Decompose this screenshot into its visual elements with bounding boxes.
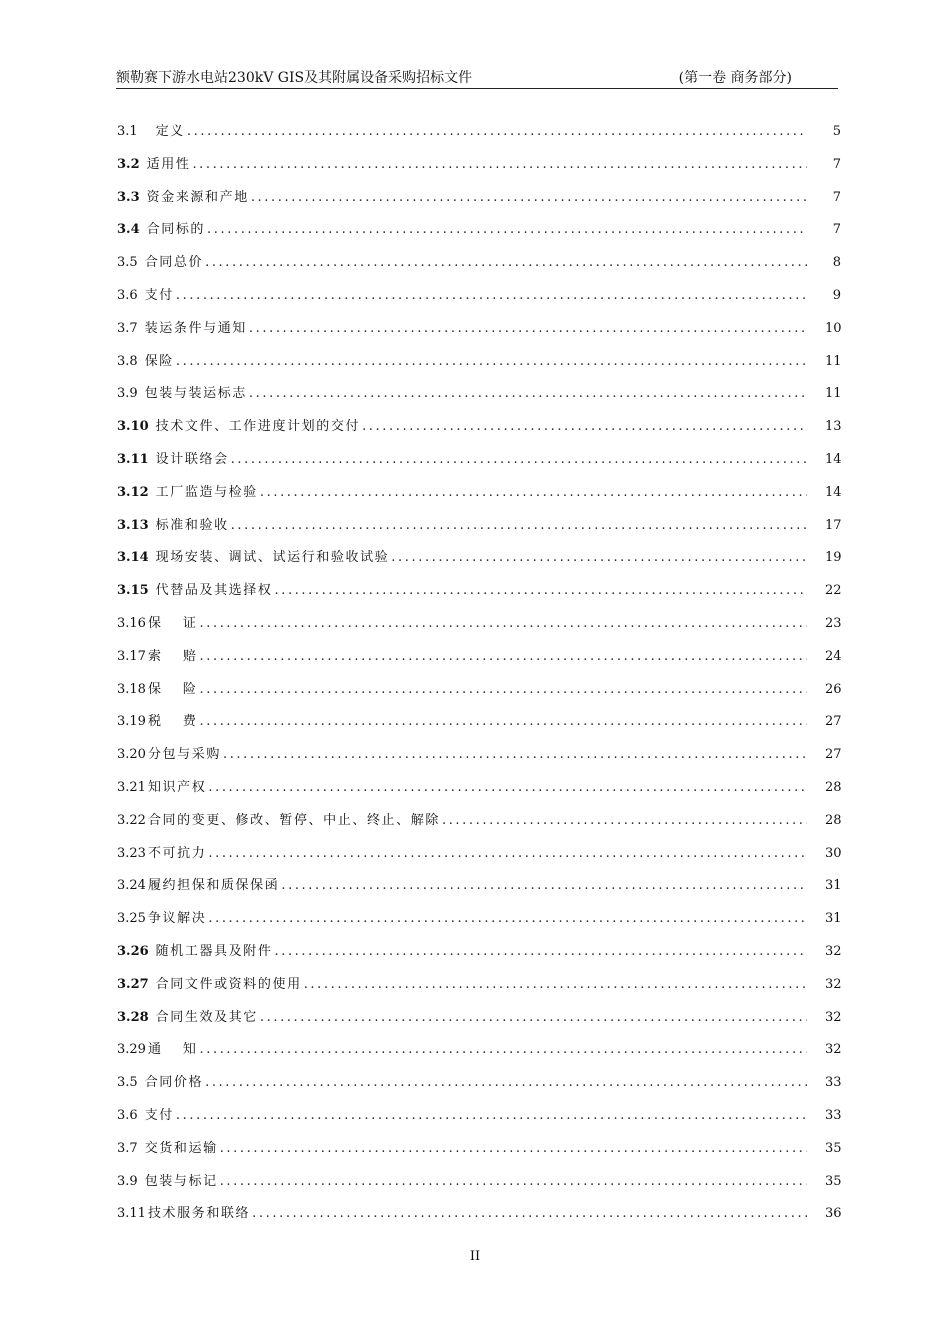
toc-dot-leader	[207, 222, 807, 237]
toc-entry[interactable]	[117, 448, 841, 481]
toc-entry[interactable]	[117, 710, 841, 743]
toc-entry-title: 分包与采购	[147, 747, 221, 763]
toc-entry-title: 工厂监造与检验	[155, 484, 258, 500]
toc-entry-page: 23	[825, 615, 842, 631]
toc-entry-page: 9	[832, 287, 841, 303]
toc-entry-number: 3.10	[117, 419, 149, 435]
toc-entry-page: 27	[825, 714, 842, 730]
toc-dot-leader	[231, 518, 807, 533]
toc-entry-title: 不可抗力	[147, 845, 207, 861]
toc-entry-title: 合同标的	[146, 222, 206, 238]
toc-dot-leader	[176, 1108, 807, 1123]
toc-entry-page: 28	[825, 779, 842, 795]
toc-entry-title: 标准和验收	[155, 517, 229, 533]
toc-dot-leader	[252, 1206, 807, 1221]
toc-entry[interactable]	[117, 579, 841, 612]
toc-entry-number: 3.18	[117, 681, 146, 697]
toc-entry-title: 现场安装、调试、试运行和验收试验	[155, 550, 390, 566]
toc-entry-title: 合同生效及其它	[155, 1009, 258, 1025]
toc-entry-page: 33	[825, 1075, 842, 1091]
toc-entry-page: 14	[825, 484, 842, 500]
toc-entry-title: 税 费	[147, 714, 198, 730]
toc-dot-leader	[249, 321, 807, 336]
toc-entry[interactable]	[117, 186, 841, 219]
toc-entry[interactable]	[117, 776, 841, 809]
toc-entry-title: 合同总价	[144, 255, 204, 271]
page-header	[116, 66, 838, 89]
toc-entry[interactable]	[117, 743, 841, 776]
toc-entry-title: 技术服务和联络	[147, 1206, 251, 1222]
toc-entry-title: 定义	[155, 124, 185, 139]
toc-dot-leader	[200, 714, 808, 729]
toc-entry[interactable]	[117, 218, 841, 251]
toc-entry-number: 3.26	[117, 943, 149, 959]
toc-entry-page: 7	[832, 189, 841, 205]
toc-entry-title: 装运条件与通知	[144, 320, 247, 336]
toc-dot-leader	[192, 157, 807, 172]
toc-entry-number: 3.7	[117, 320, 138, 336]
toc-entry-number: 3.12	[117, 484, 149, 500]
header-volume-label: (第一卷 商务部分)	[678, 70, 792, 86]
toc-entry-title: 包装与标记	[144, 1173, 218, 1189]
toc-entry-title: 通 知	[147, 1042, 198, 1058]
toc-entry[interactable]	[117, 612, 841, 645]
toc-dot-leader	[249, 386, 807, 401]
toc-entry[interactable]	[117, 514, 841, 547]
toc-entry-number: 3.27	[117, 976, 149, 992]
toc-dot-leader	[208, 780, 807, 795]
toc-entry-number: 3.6	[117, 287, 138, 303]
toc-entry-page: 28	[825, 812, 842, 828]
toc-entry[interactable]	[117, 1137, 841, 1170]
toc-entry-page: 8	[832, 255, 841, 271]
toc-entry-page: 36	[825, 1206, 842, 1222]
toc-entry-number: 3.4	[117, 222, 140, 238]
toc-dot-leader	[200, 649, 808, 664]
toc-entry-page: 14	[825, 451, 842, 467]
toc-entry-page: 17	[825, 517, 842, 533]
toc-entry-title: 代替品及其选择权	[155, 583, 273, 599]
toc-dot-leader	[223, 747, 807, 762]
toc-entry[interactable]	[117, 317, 841, 350]
toc-entry-number: 3.15	[117, 583, 149, 599]
toc-entry[interactable]	[117, 940, 841, 973]
toc-entry-title: 保 险	[147, 681, 198, 697]
toc-entry-page: 11	[825, 353, 842, 369]
toc-entry[interactable]	[117, 284, 841, 317]
toc-entry-page: 26	[825, 681, 842, 697]
toc-entry-title: 合同文件或资料的使用	[155, 976, 302, 992]
toc-entry[interactable]	[117, 1071, 841, 1104]
toc-entry[interactable]	[117, 1006, 841, 1039]
toc-entry-page: 35	[825, 1173, 842, 1189]
toc-entry-number: 3.23	[117, 845, 146, 861]
toc-entry-page: 35	[825, 1140, 842, 1156]
toc-entry-number: 3.3	[117, 189, 140, 205]
toc-entry[interactable]	[117, 645, 841, 678]
toc-entry-title: 保 证	[147, 615, 198, 631]
toc-entry-number: 3.11	[117, 1206, 146, 1222]
toc-entry-title: 索 赔	[147, 648, 198, 664]
toc-dot-leader	[274, 944, 807, 959]
toc-entry-number: 3.16	[117, 615, 146, 631]
toc-entry-page: 32	[825, 1009, 842, 1025]
toc-dot-leader	[231, 452, 807, 467]
toc-entry-number: 3.9	[117, 386, 138, 402]
toc-entry-number: 3.21	[117, 779, 146, 795]
toc-entry-number: 3.14	[117, 550, 149, 566]
toc-entry-number: 3.5	[117, 255, 138, 271]
toc-dot-leader	[274, 583, 807, 598]
toc-entry-page: 24	[825, 648, 842, 664]
toc-dot-leader	[208, 911, 807, 926]
toc-entry-page: 31	[825, 878, 842, 894]
toc-entry-title: 支付	[144, 287, 174, 303]
toc-dot-leader	[205, 255, 807, 270]
toc-entry[interactable]	[117, 120, 841, 153]
toc-entry-number: 3.24	[117, 878, 146, 894]
toc-entry-title: 合同的变更、修改、暂停、中止、终止、解除	[147, 812, 440, 828]
toc-dot-leader	[260, 485, 807, 500]
toc-dot-leader	[200, 1042, 808, 1057]
header-document-title: 额勒赛下游水电站230kV GIS及其附属设备采购招标文件	[116, 70, 473, 86]
toc-entry-title: 包装与装运标志	[144, 386, 247, 402]
toc-entry-title: 随机工器具及附件	[155, 943, 273, 959]
toc-entry-title: 技术文件、工作进度计划的交付	[155, 419, 361, 435]
toc-entry-page: 27	[825, 747, 842, 763]
toc-entry-title: 合同价格	[144, 1075, 204, 1091]
toc-entry-number: 3.1	[117, 124, 138, 139]
toc-entry[interactable]	[117, 1038, 841, 1071]
toc-entry[interactable]	[117, 251, 841, 284]
toc-entry[interactable]	[117, 481, 841, 514]
toc-entry[interactable]	[117, 382, 841, 415]
toc-entry-page: 33	[825, 1107, 842, 1123]
toc-dot-leader	[187, 124, 807, 139]
toc-entry-number: 3.2	[117, 156, 140, 172]
toc-entry-number: 3.28	[117, 1009, 149, 1025]
toc-entry-page: 32	[825, 943, 842, 959]
toc-entry-number: 3.7	[117, 1140, 138, 1156]
toc-dot-leader	[362, 419, 807, 434]
toc-entry-page: 32	[825, 976, 842, 992]
toc-entry[interactable]	[117, 809, 841, 842]
toc-entry-page: 31	[825, 911, 842, 927]
toc-entry-number: 3.19	[117, 714, 146, 730]
toc-dot-leader	[200, 616, 808, 631]
toc-entry[interactable]	[117, 153, 841, 186]
toc-entry[interactable]	[117, 1104, 841, 1137]
toc-entry-number: 3.17	[117, 648, 146, 664]
toc-entry[interactable]	[117, 973, 841, 1006]
toc-entry-title: 履约担保和质保保函	[147, 878, 280, 894]
toc-entry-number: 3.5	[117, 1075, 138, 1091]
toc-entry-number: 3.20	[117, 747, 146, 763]
toc-dot-leader	[281, 878, 807, 893]
toc-entry[interactable]	[117, 1202, 841, 1235]
toc-entry-title: 适用性	[146, 156, 191, 172]
toc-entry[interactable]	[117, 874, 841, 907]
toc-entry[interactable]	[117, 415, 841, 448]
toc-entry-title: 知识产权	[147, 779, 207, 795]
toc-entry-number: 3.9	[117, 1173, 138, 1189]
toc-entry-page: 7	[832, 156, 841, 172]
toc-entry[interactable]	[117, 842, 841, 875]
toc-entry-page: 5	[832, 124, 841, 139]
toc-dot-leader	[442, 813, 807, 828]
toc-entry-page: 7	[832, 222, 841, 238]
toc-entry-page: 10	[825, 320, 842, 336]
toc-entry-page: 30	[825, 845, 842, 861]
toc-entry-title: 资金来源和产地	[146, 189, 249, 205]
table-of-contents	[117, 120, 841, 1235]
toc-entry[interactable]	[117, 546, 841, 579]
toc-dot-leader	[260, 1010, 807, 1025]
toc-dot-leader	[220, 1174, 807, 1189]
toc-dot-leader	[391, 550, 807, 565]
toc-entry-number: 3.13	[117, 517, 149, 533]
toc-entry-page: 32	[825, 1042, 842, 1058]
toc-entry-title: 支付	[144, 1107, 174, 1123]
toc-dot-leader	[220, 1141, 807, 1156]
toc-dot-leader	[208, 846, 807, 861]
toc-entry-number: 3.6	[117, 1107, 138, 1123]
toc-dot-leader	[176, 288, 807, 303]
toc-dot-leader	[251, 190, 807, 205]
toc-entry-title: 交货和运输	[144, 1140, 218, 1156]
toc-entry-page: 11	[825, 386, 842, 402]
toc-dot-leader	[176, 354, 807, 369]
toc-entry-title: 设计联络会	[155, 451, 229, 467]
toc-entry[interactable]	[117, 907, 841, 940]
toc-entry-title: 争议解决	[147, 911, 207, 927]
toc-entry-page: 19	[825, 550, 842, 566]
toc-entry-number: 3.29	[117, 1042, 146, 1058]
toc-dot-leader	[304, 977, 807, 992]
toc-entry-number: 3.25	[117, 911, 146, 927]
toc-dot-leader	[205, 1075, 807, 1090]
toc-entry[interactable]	[117, 1170, 841, 1203]
toc-entry-number: 3.22	[117, 812, 146, 828]
toc-entry-number: 3.8	[117, 353, 138, 369]
toc-entry-page: 13	[825, 419, 842, 435]
toc-entry[interactable]	[117, 350, 841, 383]
toc-entry-title: 保险	[144, 353, 174, 369]
toc-entry[interactable]	[117, 678, 841, 711]
toc-entry-page: 22	[825, 583, 842, 599]
page-number: II	[469, 1249, 481, 1264]
toc-dot-leader	[200, 682, 808, 697]
toc-entry-number: 3.11	[117, 451, 149, 467]
